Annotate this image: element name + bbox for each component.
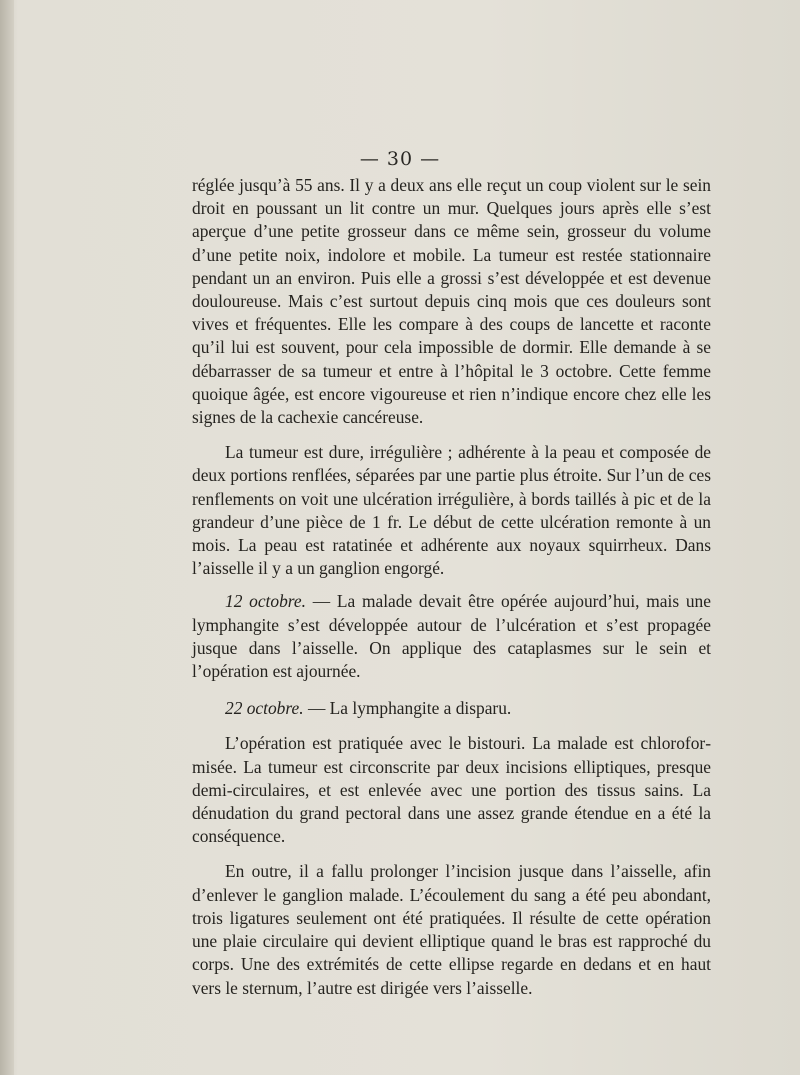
paragraph-october-12-text: — La malade devait être opérée aujourd’hui, mais une lymphangite s’est développée autour de l’ulcération et s’est propagée jusque dans l’aisselle. On applique des cataplasmes sur le sein et l’opération est ajournée. (192, 591, 711, 682)
paragraph-tumour-description: La tumeur est dure, irrégulière ; adhérente à la peau et composée de deux portions renflées, séparées par une partie plus étroite. Sur l’un de ces renflements on voit une ulcération irrégulière, à bords taillés à pic et de la grandeur d’une pièce de 1 fr. Le début de cette ulcération remonte à un mois. La peau est ratatinée et adhérente aux noyaux squirrheux. Dans l’aisselle il y a un ganglion engorgé. (192, 442, 711, 579)
paragraph-incision: En outre, il a fallu prolonger l’incision jusque dans l’aisselle, afin d’enlever le ganglion malade. L’écoulement du sang a été peu abondant, trois ligatures seulement ont été pratiquées. Il résulte de cette opération une plaie circulaire qui devient elliptique quand le bras est rapproché du corps. Une des extrémités de cette ellipse regarde en dedans et en haut vers le sternum, l’autre est dirigée vers l’aisselle. (192, 861, 711, 998)
date-october-12: 12 octobre. (225, 591, 306, 612)
page-number: — 30 — (359, 148, 441, 170)
paragraph-october-12 (192, 590, 711, 683)
body-text (192, 174, 711, 1000)
date-october-22: 22 octobre. (225, 698, 304, 719)
paragraph-october-22-text: — La lymphangite a disparu. (307, 698, 512, 719)
paragraph-october-22 (192, 697, 711, 720)
paragraph-history: réglée jusqu’à 55 ans. Il y a deux ans elle reçut un coup violent sur le sein droit en poussant un lit contre un mur. Quelques jours après elle s’est aperçue d’une petite grosseur dans ce même sein, grosseur du volume d’une petite noix, indolore et mobile. La tumeur est restée stationnaire pendant un an environ. Puis elle a grossi s’est développée et est devenue douloureuse. Mais c’est surtout depuis cinq mois que ces douleurs sont vives et fréquentes. Elle les compare à des coups de lancette et raconte qu’il lui est souvent, pour cela impossible de dormir. Elle demande à se débarrasser de sa tumeur et entre à l’hôpital le 3 octobre. Cette femme quoique âgée, est encore vigoureuse et rien n’indique encore chez elle les signes de la cachexie cancéreuse. (192, 175, 711, 428)
paragraph-operation: L’opération est pratiquée avec le bistouri. La malade est chloroformisée. La tumeur est circonscrite par deux incisions elliptiques, presque demi-circulaires, et est enlevée avec une portion des tissus sains. La dénudation du grand pectoral dans une assez grande étendue en a été la conséquence. (192, 733, 711, 847)
